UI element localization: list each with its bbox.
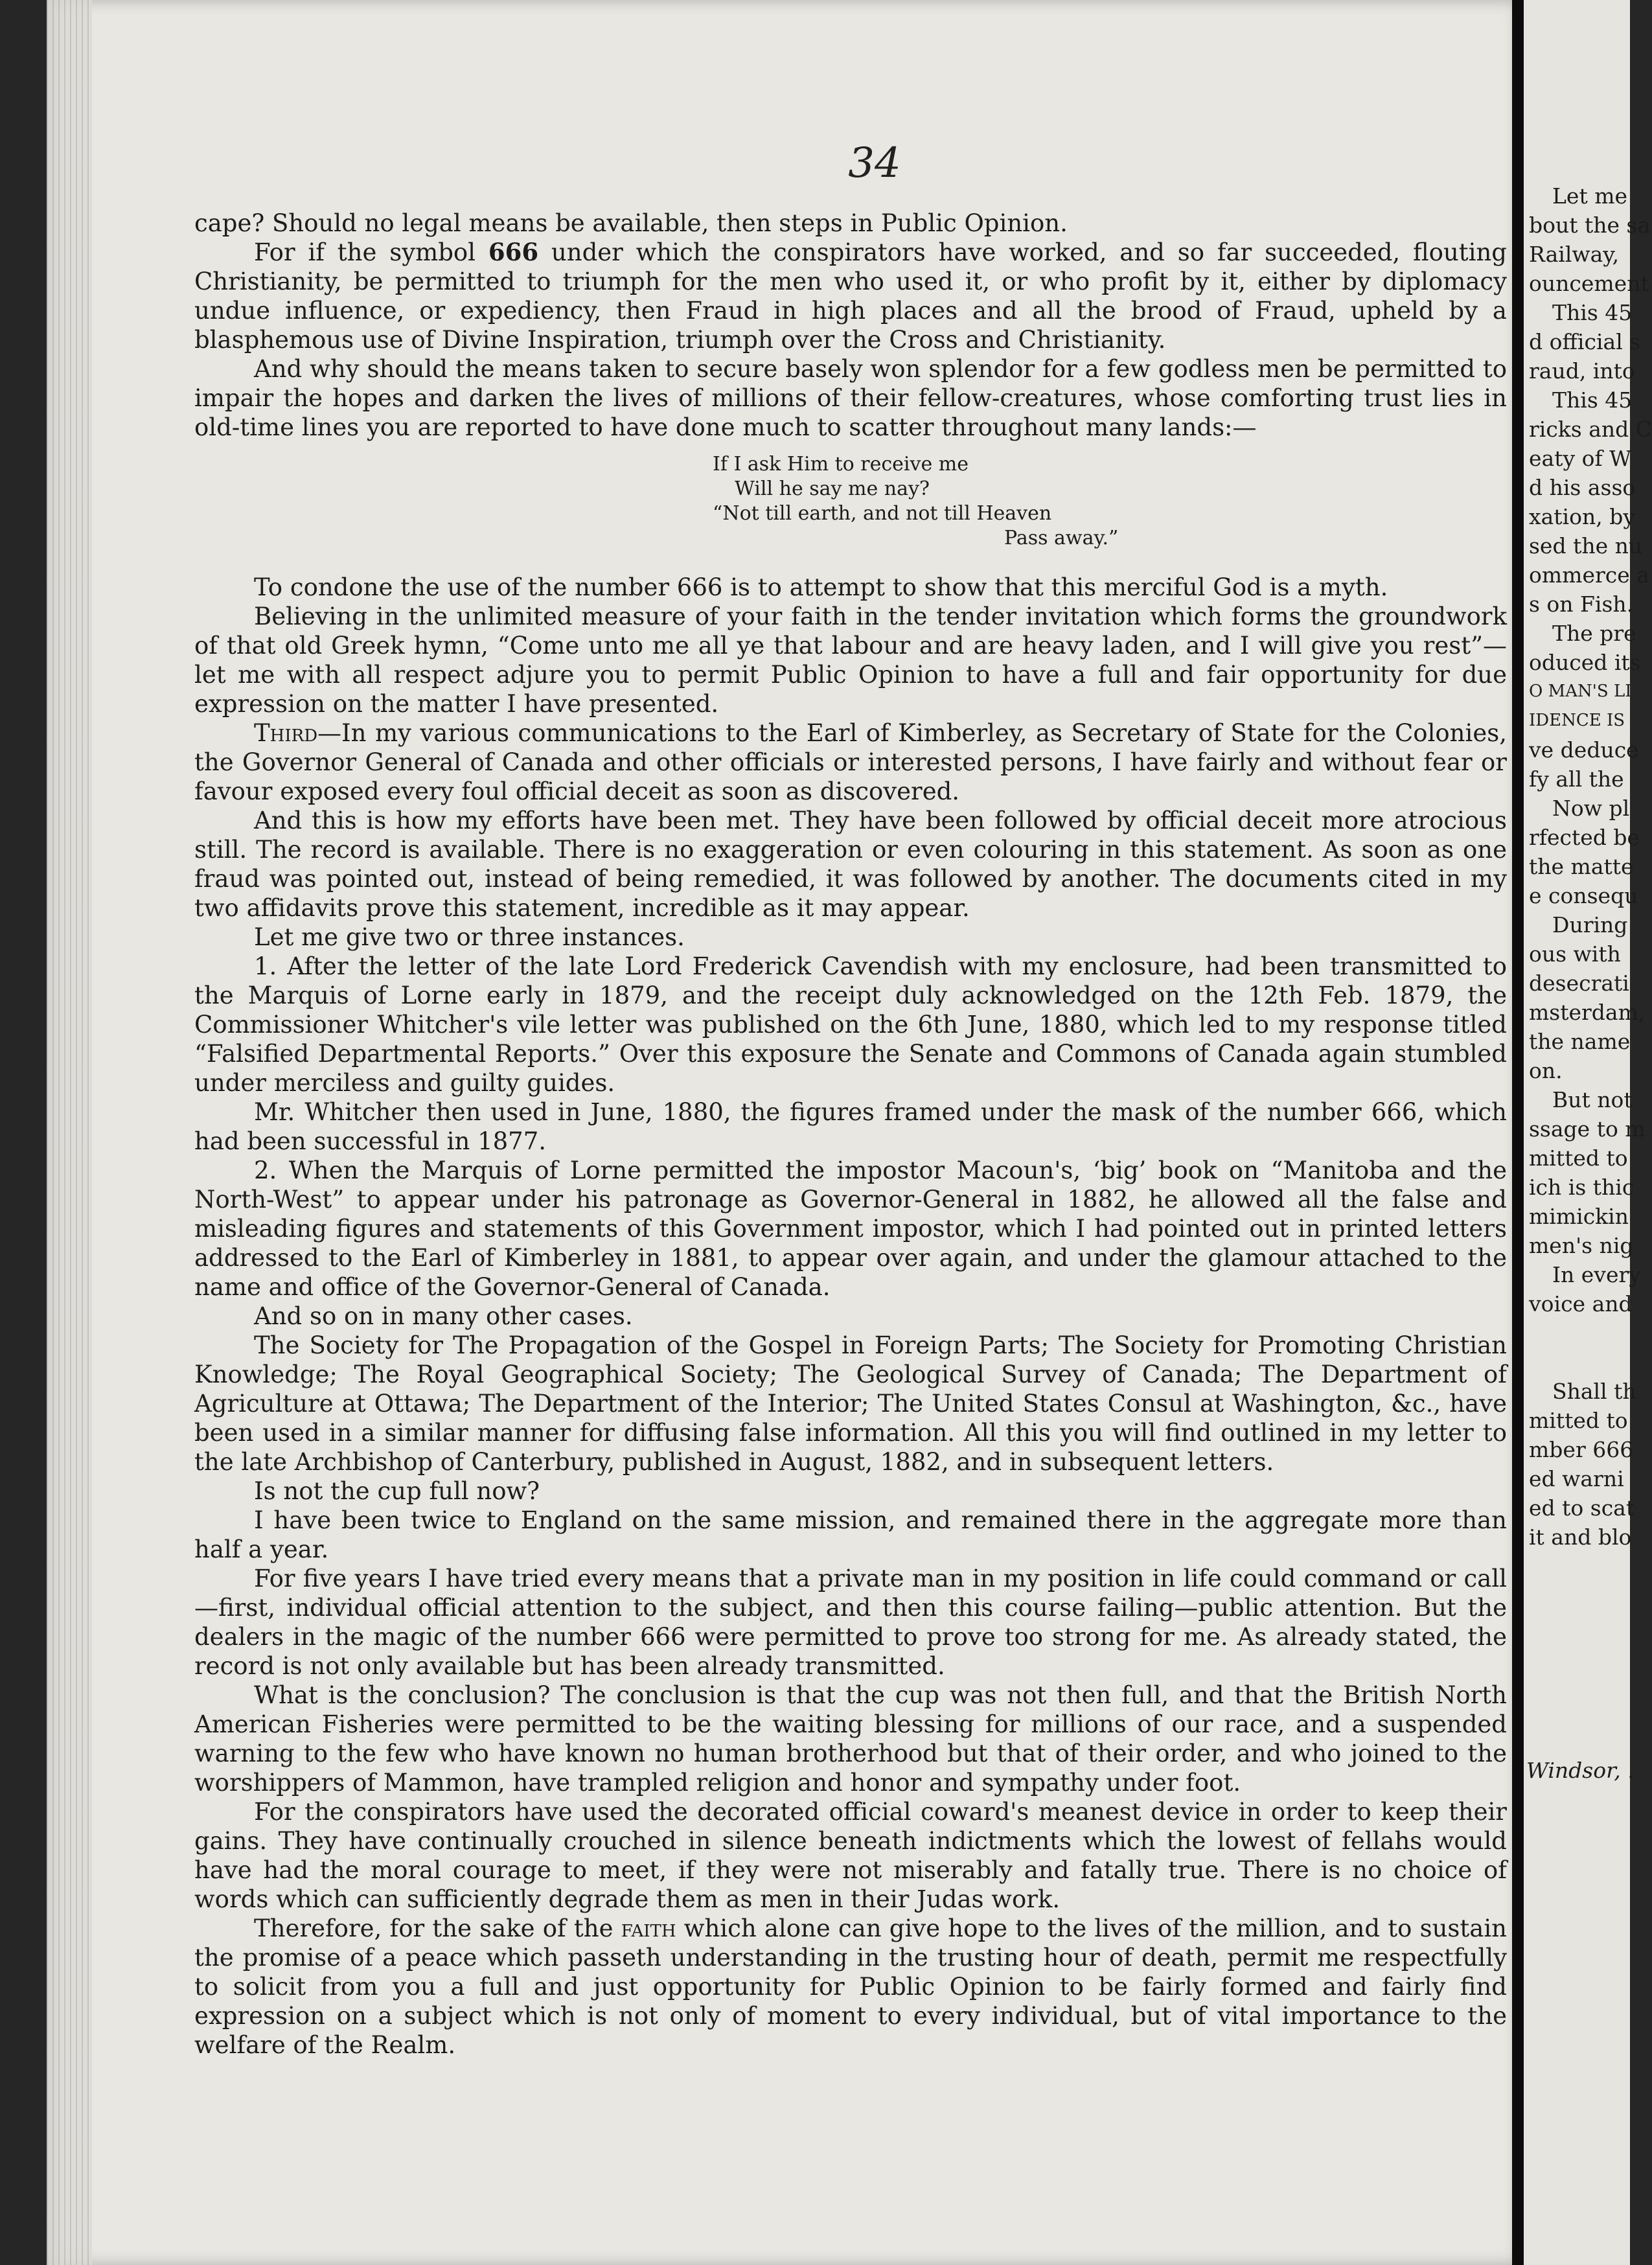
right-line: d official s (1529, 329, 1641, 354)
paragraph-6 (194, 719, 1507, 806)
paragraph-13: The Society for The Propagation of the Gospel in Foreign Parts; The Society for Promoting Christian Knowledge; The Royal Geographical Society; The Geological Survey of Canada; The Department of Agriculture at Ottawa; The Department of the Interior; The United States Consul at Washington, &c., have been used in a similar manner for diffusing false information. All this you will find outlined in my letter to the late Archbishop of Canterbury, published in August, 1882, and in subsequent letters. (194, 1331, 1507, 1476)
page-edge-stack (47, 0, 92, 2265)
paragraph-16: For five years I have tried every means that a private man in my position in life could command or call—first, individual official attention to the subject, and then this course failing—public attention. But the dealers in the magic of the number 666 were permitted to prove too strong for me. As already stated, the record is not only available but has been already transmitted. (194, 1565, 1507, 1680)
right-line: ssage to m (1529, 1116, 1646, 1142)
right-line: voice and (1529, 1291, 1633, 1316)
right-line (1529, 1318, 1630, 1348)
paragraph-6-rest: —In my various communications to the Earl of Kimberley, as Secretary of State for the Colonies, the Governor General of Canada and other officials or interested persons, I have fairly and without fear or favour exposed every foul official deceit as soon as discovered. (194, 719, 1507, 805)
hymn-quotation (713, 452, 1205, 551)
paragraph-2-rest: under which the conspirators have worked, and so far succeeded, flouting Christianity, be permitted to triumph for the men who used it, or who profit by it, either by diplomacy undue influence, or expediency, then Fraud in high places and all the brood of Fraud, upheld by a blasphemous use of Divine Inspiration, triumph over the Cross and Christianity. (194, 238, 1507, 354)
right-line: mimickin (1529, 1204, 1629, 1229)
right-line: eaty of W (1529, 446, 1632, 471)
right-line: fy all the (1529, 766, 1624, 792)
right-line: sed the nu (1529, 533, 1643, 558)
page-number: 34 (848, 139, 901, 187)
paragraph-14: Is not the cup full now? (254, 1477, 540, 1505)
paragraph-5: Believing in the unlimited measure of your faith in the tender invitation which forms the groundwork of that old Greek hymn, “Come unto me all ye that labour and are heavy laden, and I will give you rest”—let me with all respect adjure you to permit Public Opinion to have a full and fair opportunity for due expression on the matter I have presented. (194, 603, 1507, 718)
paragraph-17: What is the conclusion? The conclusion is that the cup was not then full, and that the British North American Fisheries were permitted to be the waiting blessing for millions of our race, and a suspended warning to the few who have known no human brotherhood but that of their order, and who joined to the worshippers of Mammon, have trampled religion and honor and sympathy under foot. (194, 1681, 1507, 1797)
faith-word: faith (621, 1914, 676, 1942)
right-line: desecrati (1529, 971, 1629, 996)
symbol-666: 666 (488, 238, 539, 266)
paragraph-10: Mr. Whitcher then used in June, 1880, the figures framed under the mask of the number 666, which had been successful in 1877. (194, 1098, 1507, 1155)
paragraph-3: And why should the means taken to secure basely won splendor for a few godless men be permitted to impair the hopes and darken the lives of millions of their fellow-creatures, whose comforting trust lies in old-time lines you are reported to have done much to scatter throughout many lands:— (194, 355, 1507, 441)
right-line: mitted to (1529, 1145, 1628, 1171)
right-line: O MAN'S LI (1529, 682, 1632, 701)
book-gutter (1512, 0, 1524, 2265)
right-line: ricks and C (1529, 417, 1652, 442)
paragraph-18: For the conspirators have used the decorated official coward's meanest device in order to keep their gains. They have continually crouched in silence beneath indictments which the lowest of fellahs would have had the moral courage to meet, if they were not miserably and fatally true. There is no choice of words which can sufficiently degrade them as men in their Judas work. (194, 1798, 1507, 1913)
right-line: the matte (1529, 854, 1634, 879)
right-line: it and blo (1529, 1524, 1632, 1550)
right-line: In every (1552, 1262, 1641, 1287)
right-line: oduced its (1529, 650, 1641, 675)
right-line: But not (1552, 1087, 1633, 1112)
right-line: ich is thic (1529, 1175, 1635, 1200)
paragraph-9: 1. After the letter of the late Lord Frederick Cavendish with my enclosure, had been transmitted to the Marquis of Lorne early in 1879, and the receipt duly acknowledged on the 12th Feb. 1879, the Commissioner Whitcher's vile letter was published on the 6th June, 1880, which led to my response titled “Falsified Departmental Reports.” Over this exposure the Senate and Commons of Canada again stumbled under merciless and guilty guides. (194, 952, 1507, 1097)
third-heading: Third (254, 719, 318, 747)
right-line: mber 666 (1529, 1437, 1634, 1462)
hymn-line-4: Pass away.” (1004, 527, 1119, 549)
right-line: Let me (1552, 183, 1628, 209)
right-line: d his asso (1529, 475, 1636, 500)
right-line (1529, 1348, 1630, 1377)
right-line: ed warni (1529, 1466, 1624, 1491)
paragraph-19-rest: which alone can give hope to the lives of the million, and to sustain the promise of a peace which passeth understanding in the trusting hour of death, permit me respectfully to solicit from you a full and just opportunity for Public Opinion to be fairly formed and fairly find expression on a subject which is not only of moment to every individual, but of vital importance to the welfare of the Realm. (194, 1914, 1507, 2059)
paragraph-11: 2. When the Marquis of Lorne permitted the impostor Macoun's, ‘big’ book on “Manitoba and the North-West” to appear under his patronage as Governor-General in 1882, he allowed all the false and misleading figures and statements of this Government impostor, which I had pointed out in printed letters addressed to the Earl of Kimberley in 1881, to appear over again, and under the glamour attached to the name and office of the Governor-General of Canada. (194, 1156, 1507, 1301)
paragraph-15: I have been twice to England on the same mission, and remained there in the aggregate more than half a year. (194, 1506, 1507, 1563)
right-line: The pre (1552, 621, 1636, 646)
right-line: bout the sa (1529, 213, 1651, 238)
right-line: raud, into (1529, 358, 1635, 384)
right-line: ous with (1529, 941, 1621, 967)
right-line: IDENCE IS (1529, 711, 1625, 730)
right-line: Railway, (1529, 242, 1620, 267)
paragraph-19 (194, 1914, 1507, 2060)
right-line: s on Fish. (1529, 592, 1634, 617)
right-line: ed to scat (1529, 1495, 1635, 1521)
paragraph-7: And this is how my efforts have been met. They have been followed by official deceit more atrocious still. The record is available. There is no exaggeration or even colouring in this statement. As soon as one fraud was pointed out, instead of being remedied, it was followed by another. The documents cited in my two affidavits prove this statement, incredible as it may appear. (194, 807, 1507, 922)
right-line: ommerce a (1529, 562, 1649, 588)
right-line: e consequ (1529, 883, 1638, 908)
hymn-line-2: Will he say me nay? (735, 477, 930, 500)
right-line: men's nig (1529, 1233, 1634, 1258)
right-line: xation, by (1529, 504, 1635, 529)
paragraph-12: And so on in many other cases. (254, 1302, 633, 1330)
paragraph-4: To condone the use of the number 666 is to attempt to show that this merciful God is a myth. (254, 573, 1388, 601)
paragraph-2-start: For if the symbol (254, 238, 488, 266)
right-line: rfected be (1529, 825, 1640, 850)
paragraph-1: cape? Should no legal means be available, then steps in Public Opinion. (194, 209, 1068, 237)
right-line: This 45 (1552, 300, 1633, 325)
right-line: ve deduce (1529, 737, 1639, 763)
paragraph-2 (194, 238, 1507, 354)
hymn-line-3: “Not till earth, and not till Heaven (713, 502, 1052, 525)
right-line: on. (1529, 1058, 1563, 1083)
right-line: msterdam, (1529, 1000, 1646, 1025)
right-line: the name (1529, 1029, 1631, 1054)
paragraph-8: Let me give two or three instances. (254, 923, 685, 951)
right-page-signature-place: Windsor, . (1526, 1758, 1635, 1783)
right-line: During (1552, 912, 1628, 937)
right-line: mitted to (1529, 1408, 1628, 1433)
right-line: ouncement (1529, 271, 1649, 296)
right-line: This 45 (1552, 387, 1633, 413)
hymn-line-1: If I ask Him to receive me (713, 453, 969, 476)
main-text-body (194, 209, 1507, 2060)
right-line: Now pl (1552, 796, 1630, 821)
paragraph-19-start: Therefore, for the sake of the (254, 1914, 621, 1942)
right-line: Shall th (1552, 1379, 1636, 1404)
right-page-text (1529, 181, 1652, 1552)
